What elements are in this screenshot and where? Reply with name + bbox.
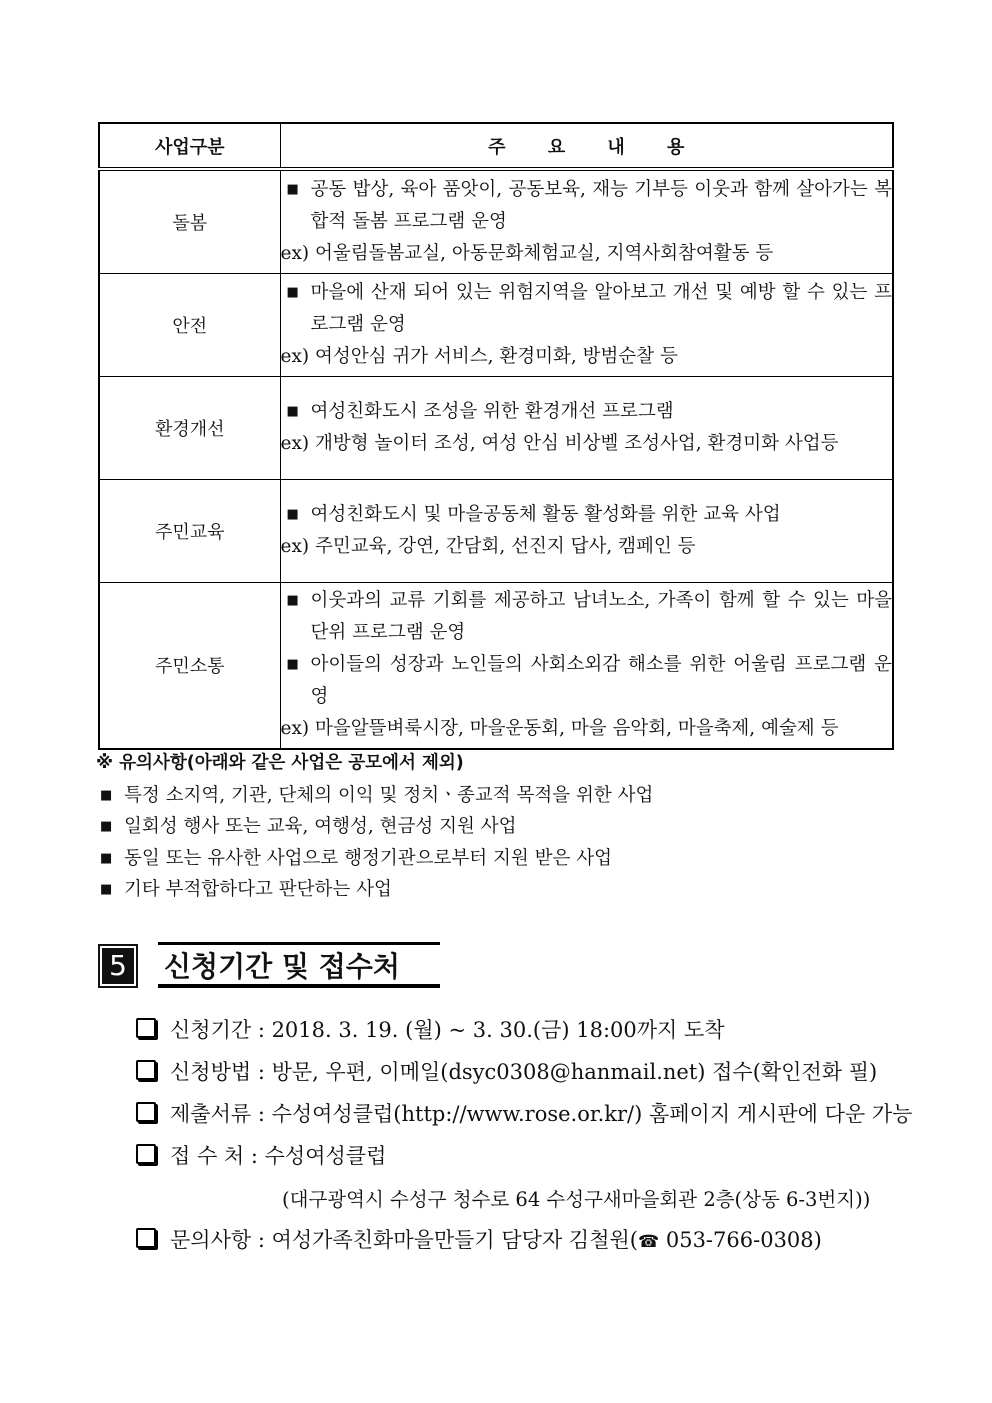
checkbox-icon (136, 1228, 156, 1248)
info-inquiry (136, 1224, 926, 1254)
table-row (99, 273, 893, 376)
business-table (98, 122, 894, 750)
table-row (99, 376, 893, 479)
table-row (99, 479, 893, 582)
row-category: 주민교육 (99, 479, 280, 582)
section-number: 5 (98, 944, 138, 988)
checkbox-icon (136, 1060, 156, 1080)
notes-title: ※ 유의사항(아래와 같은 사업은 공모에서 제외) (96, 753, 464, 773)
info-inquiry-suffix: 053-766-0308) (659, 1228, 822, 1252)
notes-section (96, 748, 896, 906)
info-documents (136, 1098, 926, 1128)
info-documents-text: 제출서류 : 수성여성클럽(http://www.rose.or.kr/) 홈페이지 게시판에 다운 가능 (170, 1102, 913, 1126)
row-content (280, 479, 893, 582)
notes-item: ■ 특정 소지역, 기관, 단체의 이익 및 정치ㆍ종교적 목적을 위한 사업 (96, 780, 896, 812)
row-content (280, 169, 893, 273)
checkbox-icon (136, 1144, 156, 1164)
header-category: 사업구분 (99, 123, 280, 169)
row-bullet: ■ 여성친화도시 및 마을공동체 활동 활성화를 위한 교육 사업 (281, 499, 893, 531)
info-period-text: 신청기간 : 2018. 3. 19. (월) ~ 3. 30.(금) 18:00까지 도착 (170, 1018, 725, 1042)
notes-item: ■ 동일 또는 유사한 사업으로 행정기관으로부터 지원 받은 사업 (96, 843, 896, 875)
info-period (136, 1014, 926, 1044)
notes-item: ■ 기타 부적합하다고 판단하는 사업 (96, 874, 896, 906)
row-example: ex) 주민교육, 강연, 간담회, 선진지 답사, 캠페인 등 (280, 535, 696, 557)
table-header-row (99, 123, 893, 169)
table-row (99, 582, 893, 749)
info-reception-text: 접 수 처 : 수성여성클럽 (170, 1144, 387, 1168)
reception-address: (대구광역시 수성구 청수로 64 수성구새마을회관 2층(상동 6-3번지)) (282, 1188, 871, 1211)
row-bullet: ■ 아이들의 성장과 노인들의 사회소외감 해소를 위한 어울림 프로그램 운영 (281, 649, 893, 713)
row-bullet: ■ 여성친화도시 조성을 위한 환경개선 프로그램 (281, 396, 893, 428)
row-content (280, 376, 893, 479)
row-example: ex) 어울림돌봄교실, 아동문화체험교실, 지역사회참여활동 등 (280, 242, 774, 264)
row-bullet: ■ 이웃과의 교류 기회를 제공하고 남녀노소, 가족이 함께 할 수 있는 마을단위 프로그램 운영 (281, 585, 893, 649)
row-content (280, 273, 893, 376)
checkbox-icon (136, 1102, 156, 1122)
row-example: ex) 여성안심 귀가 서비스, 환경미화, 방범순찰 등 (280, 345, 678, 367)
checkbox-icon (136, 1018, 156, 1038)
header-content-label: 주 요 내 용 (488, 136, 703, 158)
row-content (280, 582, 893, 749)
phone-icon: ☎ (637, 1232, 660, 1252)
info-inquiry-prefix: 문의사항 : 여성가족친화마을만들기 담당자 김철원( (170, 1228, 638, 1252)
row-category: 주민소통 (99, 582, 280, 749)
row-bullet: ■ 공동 밥상, 육아 품앗이, 공동보육, 재능 기부등 이웃과 함께 살아가는 복합적 돌봄 프로그램 운영 (281, 174, 893, 238)
row-category: 안전 (99, 273, 280, 376)
row-category: 환경개선 (99, 376, 280, 479)
row-example: ex) 개방형 놀이터 조성, 여성 안심 비상벨 조성사업, 환경미화 사업등 (280, 432, 839, 454)
header-content (280, 123, 893, 169)
table-row (99, 169, 893, 273)
row-category: 돌봄 (99, 169, 280, 273)
row-example: ex) 마을알뜰벼룩시장, 마을운동회, 마을 음악회, 마을축제, 예술제 등 (280, 718, 839, 740)
info-reception (136, 1140, 926, 1170)
info-method-text: 신청방법 : 방문, 우편, 이메일(dsyc0308@hanmail.net) 접수(확인전화 필) (170, 1060, 878, 1084)
row-bullet: ■ 마을에 산재 되어 있는 위험지역을 알아보고 개선 및 예방 할 수 있는 프로그램 운영 (281, 277, 893, 341)
notes-item: ■ 일회성 행사 또는 교육, 여행성, 현금성 지원 사업 (96, 811, 896, 843)
section-title: 신청기간 및 접수처 (158, 942, 440, 988)
info-method (136, 1056, 926, 1086)
